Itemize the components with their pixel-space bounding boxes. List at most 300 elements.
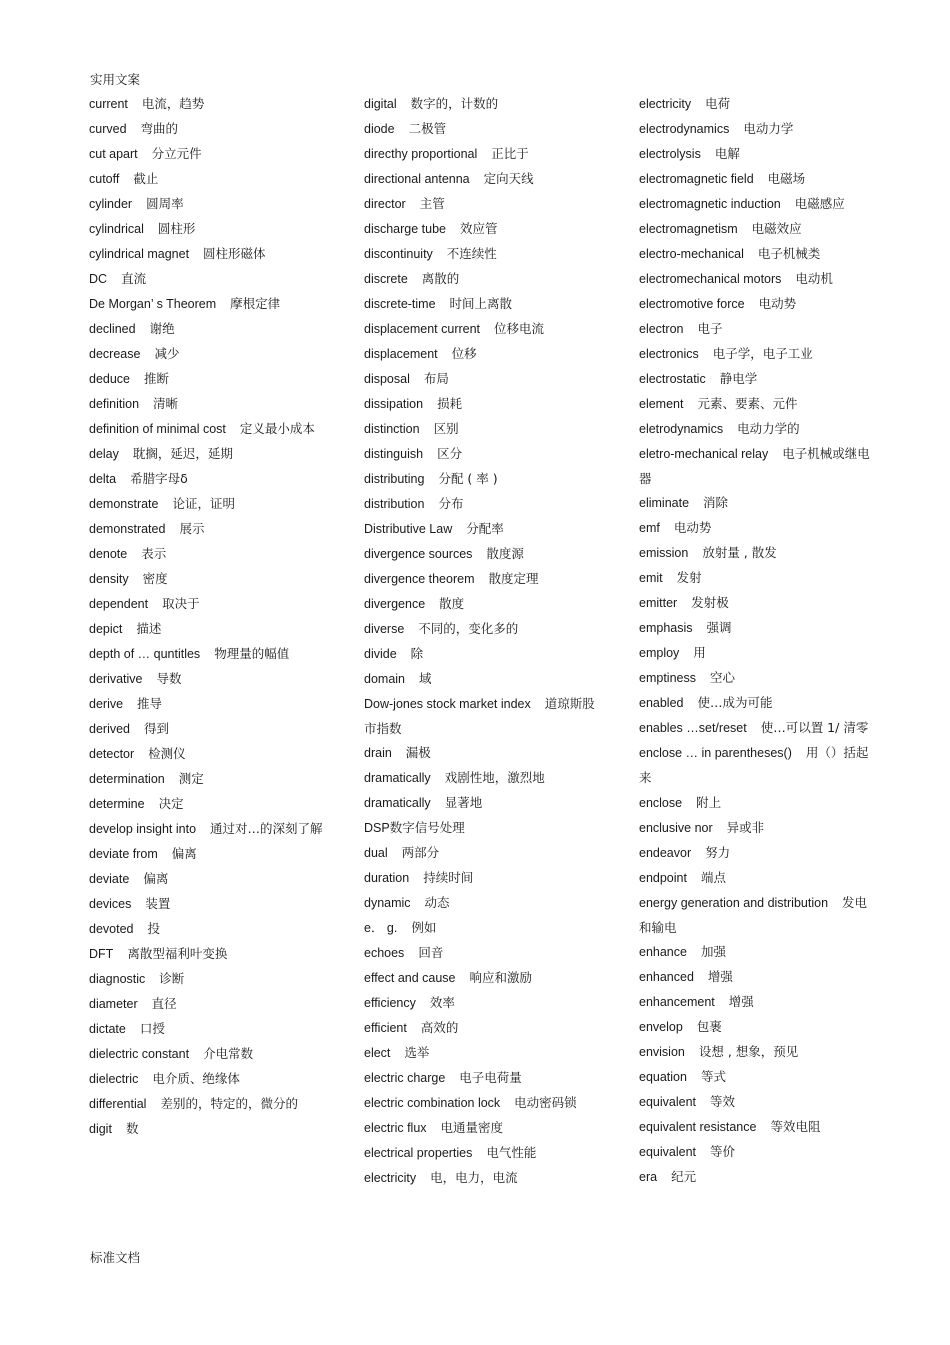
glossary-entry bbox=[364, 542, 604, 567]
entry-definition: 检测仪 bbox=[148, 746, 186, 761]
glossary-entry bbox=[364, 592, 604, 617]
entry-term: depth of … quntitles bbox=[89, 647, 201, 661]
entry-definition: 电子机械类 bbox=[757, 246, 821, 261]
glossary-entry bbox=[639, 217, 879, 242]
glossary-entry bbox=[364, 567, 604, 592]
glossary-entry bbox=[639, 666, 879, 691]
entry-term: deduce bbox=[89, 372, 131, 386]
entry-definition: 密度 bbox=[142, 571, 168, 586]
entry-term: declined bbox=[89, 322, 136, 336]
entry-term: dependent bbox=[89, 597, 149, 611]
glossary-entry bbox=[639, 516, 879, 541]
entry-definition: 电子学，电子工业 bbox=[712, 346, 813, 361]
glossary-entry bbox=[89, 1017, 329, 1042]
glossary-entry bbox=[639, 1015, 879, 1040]
entry-definition: 选举 bbox=[404, 1045, 430, 1061]
entry-definition: 元素、要素、元件 bbox=[697, 396, 798, 411]
entry-term: enclose bbox=[639, 795, 683, 810]
entry-term: employ bbox=[639, 646, 680, 661]
glossary-entry bbox=[364, 1141, 604, 1166]
glossary-entry bbox=[89, 242, 329, 267]
glossary-entry bbox=[364, 467, 604, 492]
entry-term: distribution bbox=[364, 497, 425, 511]
glossary-entry bbox=[364, 517, 604, 542]
glossary-entry bbox=[639, 716, 879, 741]
entry-term: derivative bbox=[89, 672, 143, 686]
entry-definition: 推断 bbox=[144, 371, 170, 386]
entry-definition: 放射量 , 散发 bbox=[702, 545, 777, 561]
entry-term: diverse bbox=[364, 622, 405, 636]
glossary-entry bbox=[639, 1165, 879, 1190]
entry-term: dramatically bbox=[364, 796, 431, 811]
entry-definition: 加强 bbox=[700, 944, 726, 960]
entry-term: discrete bbox=[364, 272, 408, 286]
entry-term: directional antenna bbox=[364, 172, 470, 186]
entry-term: DFT bbox=[89, 947, 114, 961]
entry-term: demonstrate bbox=[89, 497, 159, 511]
entry-definition: 直径 bbox=[151, 996, 177, 1011]
entry-definition: 努力 bbox=[705, 844, 731, 860]
entry-definition: 描述 bbox=[136, 621, 162, 636]
entry-term: cut apart bbox=[89, 147, 138, 161]
entry-definition: 圆柱形 bbox=[157, 221, 196, 236]
entry-term: electrolysis bbox=[639, 147, 701, 161]
entry-definition: 耽搁，延迟，延期 bbox=[132, 446, 233, 461]
glossary-entry bbox=[364, 941, 604, 966]
entry-term: distinguish bbox=[364, 447, 424, 461]
page-footer: 标准文档 bbox=[90, 1250, 141, 1265]
entry-definition: 定向天线 bbox=[483, 171, 534, 186]
entry-definition: 不同的，变化多的 bbox=[418, 621, 519, 636]
entry-definition: 装置 bbox=[145, 896, 171, 911]
entry-definition: 等式 bbox=[700, 1069, 726, 1085]
glossary-entry bbox=[639, 1140, 879, 1165]
glossary-entry bbox=[89, 167, 329, 192]
entry-definition: 电，电力，电流 bbox=[430, 1170, 518, 1186]
entry-definition: 摩根定律 bbox=[230, 296, 281, 311]
entry-term: Distributive Law bbox=[364, 522, 453, 536]
entry-definition: 正比于 bbox=[491, 146, 529, 161]
glossary-entry bbox=[364, 891, 604, 916]
entry-term: emitter bbox=[639, 596, 678, 611]
entry-definition: 物理量的幅值 bbox=[214, 646, 290, 661]
entry-definition: 异或非 bbox=[726, 819, 765, 835]
entry-term: directhy proportional bbox=[364, 147, 478, 161]
entry-term: emission bbox=[639, 546, 689, 561]
glossary-entry bbox=[639, 841, 879, 866]
glossary-entry bbox=[639, 741, 879, 790]
glossary-column-1 bbox=[89, 92, 329, 1142]
entry-definition: 测定 bbox=[178, 771, 204, 786]
entry-definition: 端点 bbox=[700, 869, 726, 885]
entry-definition: 散度 bbox=[439, 596, 465, 611]
glossary-entry bbox=[364, 1166, 604, 1191]
glossary-entry bbox=[89, 817, 329, 842]
entry-definition: 动态 bbox=[424, 895, 450, 911]
entry-term: differential bbox=[89, 1097, 147, 1111]
entry-term: eliminate bbox=[639, 496, 690, 511]
entry-definition: 高效的 bbox=[420, 1020, 459, 1036]
entry-term: develop insight into bbox=[89, 822, 197, 836]
glossary-entry bbox=[89, 642, 329, 667]
glossary-entry bbox=[89, 617, 329, 642]
glossary-entry bbox=[639, 491, 879, 516]
glossary-entry bbox=[89, 342, 329, 367]
entry-definition: 用（）括起来 bbox=[639, 745, 869, 786]
glossary-entry bbox=[89, 492, 329, 517]
glossary-entry bbox=[89, 217, 329, 242]
entry-term: echoes bbox=[364, 946, 405, 961]
glossary-entry bbox=[639, 442, 879, 491]
glossary-entry bbox=[364, 1066, 604, 1091]
glossary-entry bbox=[639, 990, 879, 1015]
entry-definition: 电流，趋势 bbox=[141, 96, 205, 111]
entry-term: electric charge bbox=[364, 1071, 446, 1086]
entry-term: derived bbox=[89, 722, 130, 736]
entry-term: delay bbox=[89, 447, 119, 461]
entry-definition: 分配率 bbox=[466, 521, 504, 536]
entry-term: enhancement bbox=[639, 995, 715, 1010]
entry-definition: 损耗 bbox=[437, 396, 463, 411]
entry-definition: 电动力学的 bbox=[737, 421, 800, 436]
entry-term: determination bbox=[89, 772, 165, 786]
entry-definition: 电动密码锁 bbox=[514, 1095, 577, 1111]
entry-term: envision bbox=[639, 1045, 685, 1060]
entry-term: enclose … in parentheses() bbox=[639, 746, 792, 761]
entry-term: era bbox=[639, 1170, 658, 1185]
entry-term: enables …set/reset bbox=[639, 721, 747, 736]
glossary-entry bbox=[639, 541, 879, 566]
entry-term: dictate bbox=[89, 1022, 126, 1036]
entry-term: effect and cause bbox=[364, 971, 456, 986]
entry-term: equation bbox=[639, 1070, 687, 1085]
entry-term: discontinuity bbox=[364, 247, 433, 261]
entry-definition: 投 bbox=[147, 921, 160, 936]
entry-definition: 区分 bbox=[437, 446, 463, 461]
entry-definition: 电磁效应 bbox=[751, 221, 802, 236]
entry-definition: 电介质、绝缘体 bbox=[152, 1071, 240, 1086]
entry-term: electric flux bbox=[364, 1121, 427, 1136]
entry-term: cutoff bbox=[89, 172, 120, 186]
entry-term: detector bbox=[89, 747, 135, 761]
entry-definition: 希腊字母δ bbox=[130, 471, 188, 486]
glossary-entry bbox=[364, 916, 604, 941]
entry-definition: 附上 bbox=[696, 794, 722, 810]
entry-term: electrostatic bbox=[639, 372, 706, 386]
entry-definition: 静电学 bbox=[719, 371, 758, 386]
entry-term: electromotive force bbox=[639, 297, 745, 311]
glossary-entry bbox=[89, 667, 329, 692]
entry-definition: 清晰 bbox=[153, 396, 179, 411]
glossary-entry bbox=[639, 292, 879, 317]
glossary-entry bbox=[89, 117, 329, 142]
entry-definition: 口授 bbox=[139, 1021, 165, 1036]
entry-term: emf bbox=[639, 521, 660, 536]
entry-term: delta bbox=[89, 472, 117, 486]
entry-definition: 不连续性 bbox=[446, 246, 497, 261]
glossary-entry bbox=[639, 342, 879, 367]
entry-term: derive bbox=[89, 697, 124, 711]
glossary-entry bbox=[364, 167, 604, 192]
glossary-entry bbox=[364, 192, 604, 217]
entry-definition: 等价 bbox=[710, 1144, 736, 1160]
entry-definition: 电磁感应 bbox=[794, 196, 845, 211]
glossary-entry bbox=[364, 292, 604, 317]
glossary-entry bbox=[364, 417, 604, 442]
entry-term: eletro-mechanical relay bbox=[639, 447, 769, 461]
glossary-entry bbox=[89, 192, 329, 217]
glossary-entry bbox=[364, 492, 604, 517]
entry-term: endpoint bbox=[639, 870, 687, 885]
glossary-entry bbox=[364, 1116, 604, 1141]
entry-term: De Morgan’ s Theorem bbox=[89, 297, 217, 311]
entry-definition: 推导 bbox=[137, 696, 163, 711]
entry-term: deviate bbox=[89, 872, 130, 886]
entry-definition: 决定 bbox=[158, 796, 184, 811]
entry-definition: 消除 bbox=[703, 495, 729, 511]
glossary-entry bbox=[89, 367, 329, 392]
glossary-entry bbox=[364, 217, 604, 242]
entry-term: Dow-jones stock market index bbox=[364, 697, 531, 711]
glossary-entry bbox=[89, 317, 329, 342]
glossary-entry bbox=[89, 1117, 329, 1142]
glossary-entry bbox=[89, 742, 329, 767]
glossary-entry bbox=[364, 242, 604, 267]
glossary-entry bbox=[639, 1040, 879, 1065]
entry-term: dissipation bbox=[364, 397, 424, 411]
entry-term: enclusive nor bbox=[639, 820, 713, 835]
glossary-entry bbox=[364, 642, 604, 667]
entry-definition: 截止 bbox=[133, 171, 159, 186]
entry-definition: 例如 bbox=[411, 920, 437, 936]
glossary-entry bbox=[639, 940, 879, 965]
entry-definition: 取决于 bbox=[162, 596, 200, 611]
entry-term: dynamic bbox=[364, 896, 411, 911]
entry-term: diagnostic bbox=[89, 972, 146, 986]
entry-term: divergence bbox=[364, 597, 426, 611]
entry-term: emphasis bbox=[639, 621, 693, 636]
entry-definition: 空心 bbox=[709, 670, 735, 686]
entry-definition: 纪元 bbox=[671, 1169, 697, 1185]
entry-definition: 布局 bbox=[423, 371, 449, 386]
glossary-entry bbox=[364, 866, 604, 891]
glossary-entry bbox=[89, 942, 329, 967]
entry-term: current bbox=[89, 97, 128, 111]
entry-definition: 区别 bbox=[433, 421, 459, 436]
glossary-entry bbox=[364, 816, 604, 841]
entry-definition: 差别的，特定的，微分的 bbox=[160, 1096, 298, 1111]
entry-term: electron bbox=[639, 322, 684, 336]
entry-definition: 分布 bbox=[438, 496, 464, 511]
entry-definition: 介电常数 bbox=[203, 1046, 254, 1061]
entry-term: devoted bbox=[89, 922, 134, 936]
entry-term: dielectric constant bbox=[89, 1047, 190, 1061]
entry-definition: 效率 bbox=[429, 995, 455, 1011]
entry-term: envelop bbox=[639, 1020, 683, 1035]
glossary-entry bbox=[89, 717, 329, 742]
entry-term: electrical properties bbox=[364, 1146, 473, 1161]
entry-definition: 域 bbox=[419, 671, 432, 686]
entry-definition: 数 bbox=[125, 1121, 139, 1136]
glossary-entry bbox=[639, 267, 879, 292]
entry-term: displacement current bbox=[364, 322, 481, 336]
glossary-entry bbox=[639, 965, 879, 990]
entry-definition: 道琼斯股市指数 bbox=[364, 696, 595, 736]
entry-term: discrete-time bbox=[364, 297, 436, 311]
entry-term: electro-mechanical bbox=[639, 247, 744, 261]
entry-definition: 用 bbox=[693, 645, 706, 661]
entry-term: devices bbox=[89, 897, 132, 911]
entry-definition: 电动机 bbox=[795, 271, 833, 286]
entry-definition: 表示 bbox=[141, 546, 167, 561]
glossary-entry bbox=[89, 467, 329, 492]
entry-definition: 圆柱形磁体 bbox=[203, 246, 266, 261]
glossary-entry bbox=[639, 591, 879, 616]
entry-term: e． g. bbox=[364, 921, 398, 936]
glossary-entry bbox=[639, 891, 879, 940]
entry-definition: 强调 bbox=[706, 620, 732, 636]
glossary-entry bbox=[89, 792, 329, 817]
entry-term: elect bbox=[364, 1046, 391, 1061]
entry-definition: 通过对…的深刻了解 bbox=[210, 821, 323, 836]
entry-definition: 位移电流 bbox=[494, 321, 545, 336]
glossary-entry bbox=[639, 117, 879, 142]
glossary-entry bbox=[89, 442, 329, 467]
glossary-entry bbox=[364, 342, 604, 367]
glossary-entry bbox=[364, 267, 604, 292]
glossary-entry bbox=[89, 992, 329, 1017]
glossary-entry bbox=[639, 392, 879, 417]
glossary-entry bbox=[639, 866, 879, 891]
entry-term: dual bbox=[364, 846, 388, 861]
entry-definition: 时间上离散 bbox=[449, 296, 513, 311]
entry-term: electromagnetism bbox=[639, 222, 738, 236]
page-header: 实用文案 bbox=[90, 72, 141, 87]
glossary-entry bbox=[364, 841, 604, 866]
entry-term: efficient bbox=[364, 1021, 407, 1036]
glossary-entry bbox=[639, 641, 879, 666]
entry-definition: 等效 bbox=[710, 1094, 736, 1110]
glossary-entry bbox=[364, 966, 604, 991]
entry-term: equivalent resistance bbox=[639, 1120, 757, 1135]
glossary-entry bbox=[89, 92, 329, 117]
entry-definition: 论证，证明 bbox=[172, 496, 235, 511]
entry-term: electricity bbox=[639, 97, 692, 111]
entry-definition: 电气性能 bbox=[486, 1145, 537, 1161]
entry-term: depict bbox=[89, 622, 123, 636]
entry-term: demonstrated bbox=[89, 522, 166, 536]
entry-term: dramatically bbox=[364, 771, 431, 786]
glossary-entry bbox=[364, 766, 604, 791]
glossary-entry bbox=[639, 1090, 879, 1115]
glossary-entry bbox=[639, 816, 879, 841]
entry-definition: 偏离 bbox=[143, 871, 169, 886]
entry-term: definition bbox=[89, 397, 140, 411]
entry-term: deviate from bbox=[89, 847, 158, 861]
entry-definition: 谢绝 bbox=[149, 321, 175, 336]
glossary-column-2 bbox=[364, 92, 604, 1191]
glossary-entry bbox=[364, 1041, 604, 1066]
glossary-entry bbox=[364, 367, 604, 392]
entry-definition: 电动势 bbox=[673, 520, 712, 536]
entry-term: drain bbox=[364, 746, 392, 761]
glossary-entry bbox=[89, 692, 329, 717]
glossary-entry bbox=[89, 917, 329, 942]
glossary-entry bbox=[364, 667, 604, 692]
entry-term: determine bbox=[89, 797, 145, 811]
entry-term: denote bbox=[89, 547, 128, 561]
glossary-entry bbox=[89, 1042, 329, 1067]
entry-definition: 电荷 bbox=[705, 96, 731, 111]
entry-definition: 电通量密度 bbox=[440, 1120, 504, 1136]
entry-term: equivalent bbox=[639, 1145, 696, 1160]
entry-term: emptiness bbox=[639, 671, 696, 686]
entry-term: digital bbox=[364, 97, 397, 111]
entry-definition: 响应和激励 bbox=[469, 970, 533, 986]
glossary-entry bbox=[364, 392, 604, 417]
entry-definition: 诊断 bbox=[159, 971, 185, 986]
entry-term: DSP数字信号处理 bbox=[364, 821, 465, 836]
entry-term: dielectric bbox=[89, 1072, 139, 1086]
entry-definition: 增强 bbox=[728, 994, 754, 1010]
glossary-entry bbox=[364, 1091, 604, 1116]
entry-definition: 使…可以置 1/ 清零 bbox=[760, 720, 869, 736]
entry-definition: 等效电阻 bbox=[770, 1119, 821, 1135]
entry-definition: 发电和输电 bbox=[639, 894, 868, 935]
entry-definition: 导数 bbox=[156, 671, 182, 686]
entry-definition: 圆周率 bbox=[146, 196, 184, 211]
glossary-entry bbox=[364, 1016, 604, 1041]
entry-term: domain bbox=[364, 672, 405, 686]
glossary-entry bbox=[364, 617, 604, 642]
entry-term: duration bbox=[364, 871, 410, 886]
entry-definition: 设想 , 想象，预见 bbox=[698, 1044, 799, 1060]
entry-term: electric combination lock bbox=[364, 1096, 501, 1111]
entry-definition: 除 bbox=[410, 646, 424, 661]
entry-definition: 发射 bbox=[676, 570, 702, 586]
glossary-column-3 bbox=[639, 92, 879, 1190]
entry-definition: 电解 bbox=[714, 146, 740, 161]
entry-definition: 分配 ( 率 ) bbox=[438, 471, 498, 486]
entry-term: electronics bbox=[639, 347, 699, 361]
glossary-entry bbox=[639, 142, 879, 167]
glossary-entry bbox=[89, 1092, 329, 1117]
entry-definition: 直流 bbox=[121, 271, 147, 286]
glossary-entry bbox=[89, 592, 329, 617]
entry-term: divergence sources bbox=[364, 547, 473, 561]
glossary-entry bbox=[89, 867, 329, 892]
entry-definition: 增强 bbox=[707, 969, 733, 985]
entry-definition: 离散的 bbox=[421, 271, 460, 286]
entry-term: diameter bbox=[89, 997, 138, 1011]
entry-term: efficiency bbox=[364, 996, 416, 1011]
entry-definition: 包裹 bbox=[696, 1019, 722, 1035]
entry-term: digit bbox=[89, 1122, 112, 1136]
entry-definition: 定义最小成本 bbox=[239, 421, 315, 436]
entry-definition: 戏剧性地，激烈地 bbox=[444, 770, 545, 786]
entry-term: enhanced bbox=[639, 970, 694, 985]
entry-definition: 分立元件 bbox=[151, 146, 202, 161]
glossary-entry bbox=[639, 566, 879, 591]
entry-term: electricity bbox=[364, 1171, 417, 1186]
glossary-entry bbox=[89, 267, 329, 292]
entry-term: energy generation and distribution bbox=[639, 895, 829, 910]
entry-definition: 散度定理 bbox=[488, 571, 539, 586]
glossary-entry bbox=[89, 767, 329, 792]
entry-term: definition of minimal cost bbox=[89, 422, 226, 436]
entry-term: electromechanical motors bbox=[639, 272, 782, 286]
entry-definition: 漏极 bbox=[405, 745, 431, 761]
